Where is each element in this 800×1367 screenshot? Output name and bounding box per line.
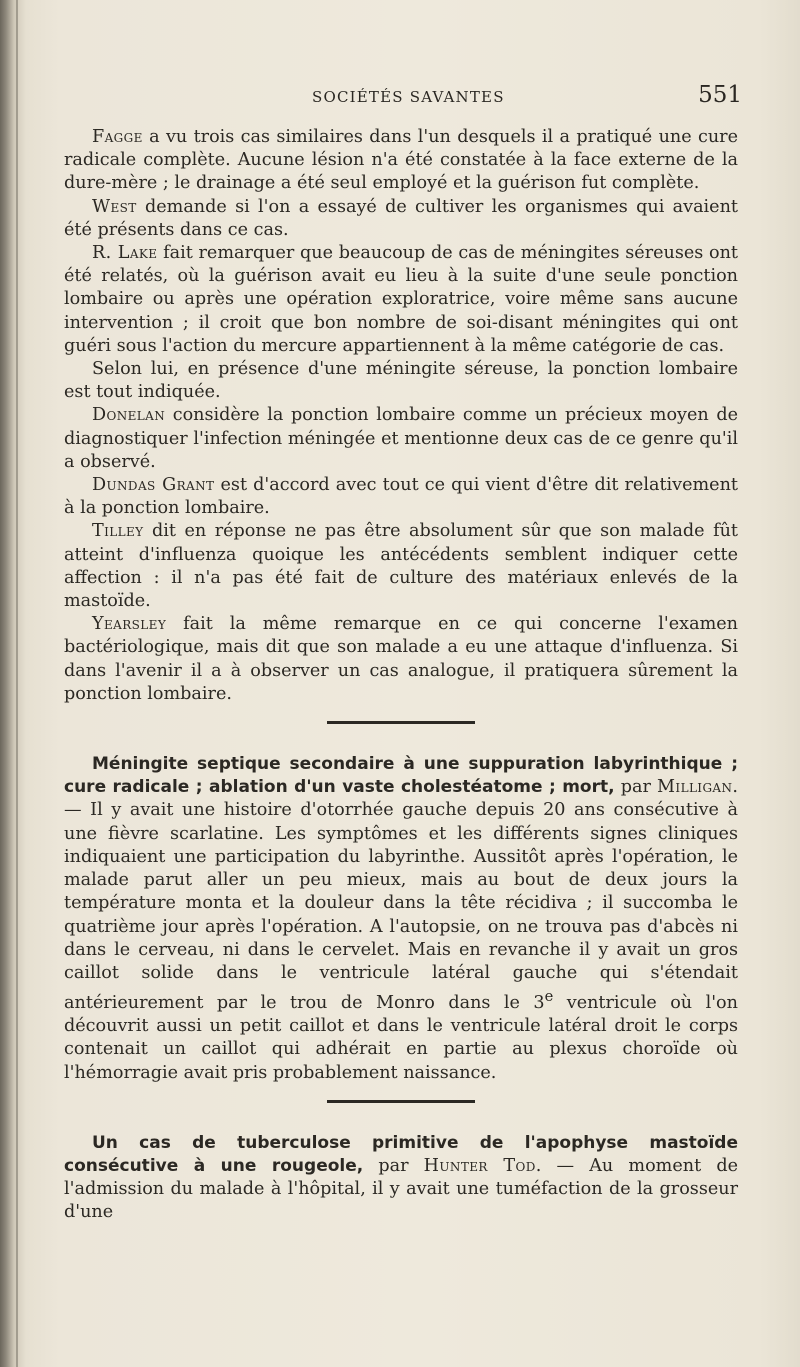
page-header: [62, 82, 742, 112]
paragraph-text: dit en réponse ne pas être absolument sûr que son malade fût atteint d'influenza quoique les antécédents semblent indiquer cette affection : il n'a pas été fait de culture des matériaux enlevés de la mastoïde.: [64, 521, 738, 612]
paragraph-text: demande si l'on a essayé de cultiver les organismes qui avaient été présents dans ce cas.: [64, 196, 738, 240]
paragraph-fagge: [64, 126, 738, 196]
speaker-name: Donelan: [92, 405, 166, 426]
page-body: [64, 126, 738, 1225]
paragraph-donelan: [64, 404, 738, 474]
paragraph-lake-continued: [64, 358, 738, 404]
speaker-name: Yearsley: [92, 614, 167, 635]
ordinal-superscript: e: [544, 988, 554, 1006]
speaker-name: West: [92, 196, 137, 217]
article-text: . — Au moment de l'admission du malade à l'hôpital, il y avait une tuméfaction de la grosseur d'une: [64, 1155, 738, 1223]
paragraph-text: fait remarquer que beaucoup de cas de méningites séreuses ont été relatés, où la guérison avait eu lieu à la suite d'une seule ponction lombaire ou après une opération exploratrice, voire même sans aucune intervention ; il croit que bon nombre de soi-disant méningites qui ont guéri sous l'action du mercure appartiennent à la même catégorie de cas.: [64, 243, 739, 356]
paragraph-tilley: [64, 520, 738, 613]
running-title: SOCIÉTÉS SAVANTES: [312, 88, 505, 106]
article-text-continued: ventricule où l'on découvrit aussi un petit caillot et dans le ventricule latéral droit le corps contenait un caillot qui adhérait en partie au plexus choroïde où l'hémorragie avait pris probablement naissance.: [64, 992, 738, 1083]
article-milligan: [64, 753, 738, 1085]
speaker-name: Fagge: [92, 127, 143, 147]
article-hunter-tod: [64, 1132, 738, 1225]
speaker-name: Dundas Grant: [92, 475, 215, 496]
article-author: Milligan: [657, 777, 733, 798]
article-author: Hunter Tod: [423, 1155, 536, 1176]
paragraph-yearsley: [64, 613, 738, 706]
paragraph-text: a vu trois cas similaires dans l'un desquels il a pratiqué une cure radicale complète. Aucune lésion n'a été constatée à la face externe de la dure-mère ; le drainage a été seul employé et la guérison fut complète.: [64, 127, 738, 194]
paragraph-text: est d'accord avec tout ce qui vient d'être dit relativement à la ponction lombaire.: [64, 475, 738, 519]
article-by: par: [614, 777, 658, 798]
speaker-name: Tilley: [92, 521, 144, 542]
article-by: par: [363, 1155, 424, 1176]
article-text: . — Il y avait une histoire d'otorrhée gauche depuis 20 ans consécutive à une fièvre scarlatine. Les symptômes et les différents signes cliniques indiquaient une participation du labyrinthe. Aussitôt après l'opération, le malade parut aller un peu mieux, mais au bout de deux jours la température monta et la douleur dans la tête récidiva ; il succomba le quatrième jour après l'opération. A l'autopsie, on ne trouva pas d'abcès ni dans le cerveau, ni dans le cervelet. Mais en revanche il y avait un gros caillot solide dans le ventricule latéral gauche qui s'étendait antérieurement par le trou de Monro dans le 3: [64, 777, 738, 1013]
paragraph-text: considère la ponction lombaire comme un précieux moyen de diagnostiquer l'infection méningée et mentionne deux cas de ce genre qu'il a observé.: [64, 405, 738, 472]
section-divider: [327, 721, 475, 724]
speaker-name: R. Lake: [92, 243, 158, 264]
paragraph-lake: [64, 242, 738, 358]
paragraph-text: fait la même remarque en ce qui concerne l'examen bactériologique, mais dit que son malade a eu une attaque d'influenza. Si dans l'avenir il a à observer un cas analogue, il pratiquera sûrement la ponction lombaire.: [64, 614, 738, 704]
paragraph-dundas-grant: [64, 474, 738, 520]
page-number: 551: [698, 82, 742, 108]
binding-gutter: [16, 0, 18, 1367]
article-title: Méningite septique secondaire à une suppuration labyrinthique ; cure radicale ; ablation d'un vaste cholestéatome ; mort,: [64, 754, 738, 798]
paragraph-text: Selon lui, en présence d'une méningite séreuse, la ponction lombaire est tout indiquée.: [64, 359, 738, 403]
article-title: Un cas de tuberculose primitive de l'apophyse mastoïde consécutive à une rougeole,: [64, 1132, 738, 1176]
section-divider: [327, 1100, 475, 1103]
paragraph-west: [64, 196, 738, 242]
